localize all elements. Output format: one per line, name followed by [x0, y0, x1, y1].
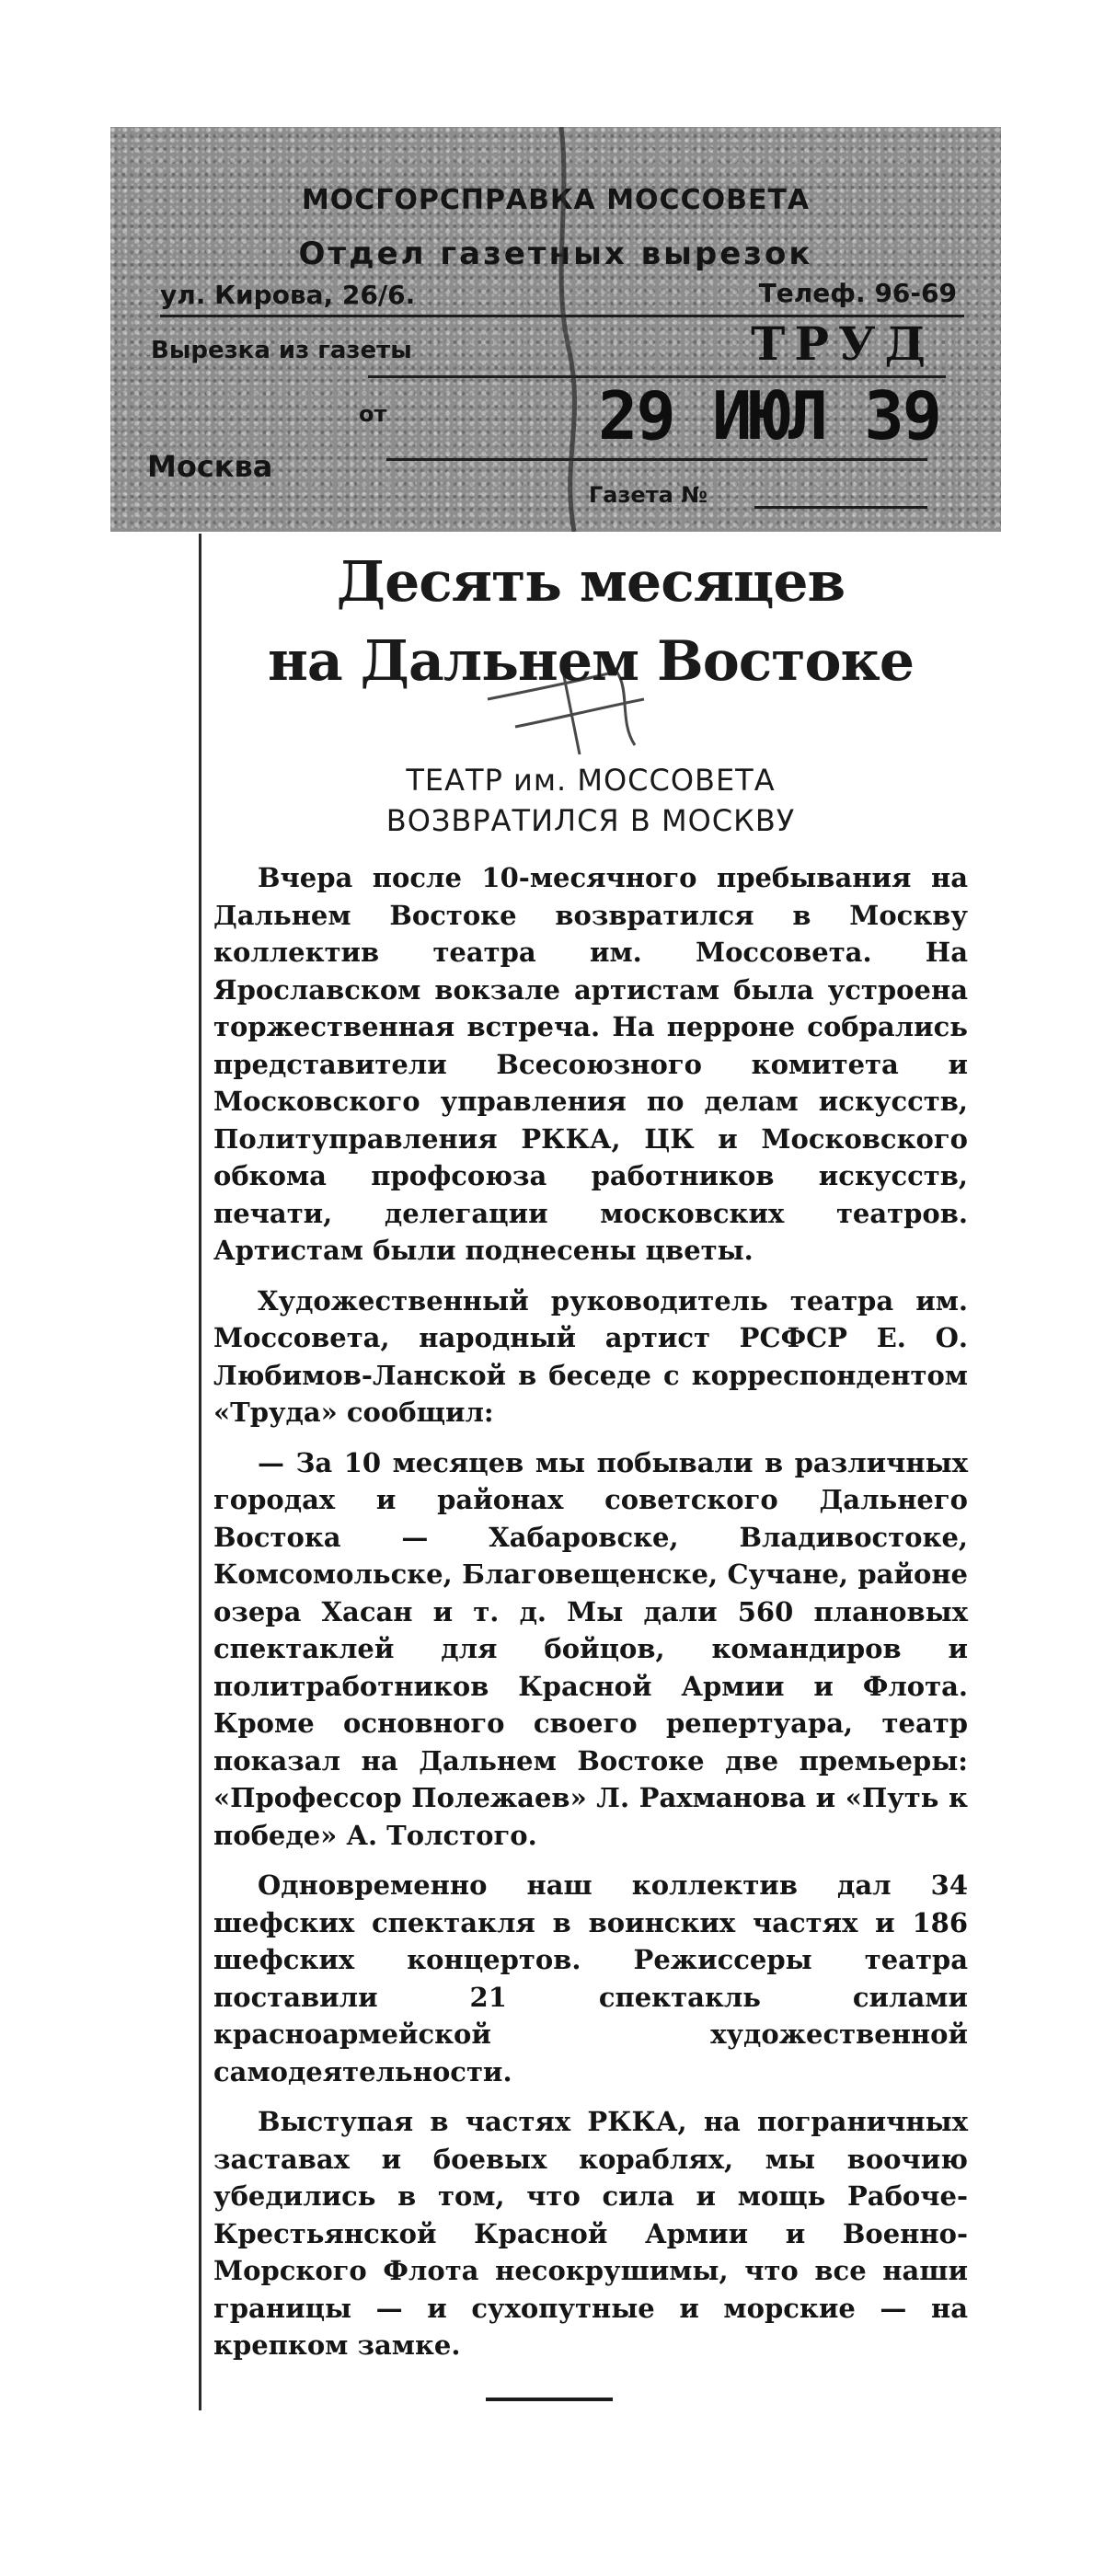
clipping-bureau-stamp [110, 127, 1001, 532]
article-end-rule [486, 2398, 613, 2401]
clipping-edge-line [199, 534, 201, 2410]
newspaper-name: ТРУД [751, 316, 935, 371]
department-name: Отдел газетных вырезок [298, 236, 813, 272]
article-paragraph: Выступая в частях РККА, на пограничных заставах и боевых кораблях, мы воочию убедились в том, что сила и мощь Рабоче-Крестьянской Красной Армии и Военно-Морского Флота несокрушимы, что все наши границы — и сухопутные и морские — на крепком замке. [213, 2106, 968, 2361]
subhead-line-2: ВОЗВРАТИЛСЯ В МОСКВУ [385, 803, 796, 838]
article-paragraph: — За 10 месяцев мы побывали в различных городах и районах советского Дальнего Востока — Хабаровске, Владивостоке, Комсомольске, Благовещенске, Сучане, районе озера Хасан и т. д. Мы дали 560 плановых спектаклей для бойцов, командиров и политработников Красной Армии и Флота. Кроме основного своего репертуара, театр показал на Дальнем Востоке две премьеры: «Профессор Полежаев» Л. Рахманова и «Путь к победе» А. Толстого. [213, 1446, 968, 1851]
bureau-phone: Телеф. 96-69 [758, 278, 957, 308]
subhead-line-1: ТЕАТР им. МОССОВЕТА [406, 763, 776, 798]
article-paragraph: Одновременно наш коллектив дал 34 шефских спектакля в воинских частях и 186 шефских концертов. Режиссеры театра поставили 21 спектакль силами красноармейской художественной самодеятельности. [213, 1869, 968, 2087]
issue-number-label: Газета № [589, 482, 708, 508]
article-headline [213, 543, 968, 701]
city-label: Москва [147, 449, 273, 484]
article-paragraph: Вчера после 10-месячного пребывания на Дальнем Востоке возвратился в Москву коллектив театра им. Моссовета. На Ярославском вокзале артистам была устроена торжественная встреча. На перроне собрались представители Всесоюзного комитета и Московского управления по делам искусств, Политуправления РККА, ЦК и Московского обкома профсоюза работников искусств, печати, делегации московских театров. Артистам были поднесены цветы. [213, 862, 968, 1266]
stamp-rule [386, 458, 927, 461]
pencil-mark-icon [543, 127, 598, 532]
cut-from-label: Вырезка из газеты [151, 337, 412, 364]
article [213, 543, 968, 2377]
bureau-address: ул. Кирова, 26/6. [160, 280, 416, 310]
article-subhead [213, 760, 968, 841]
article-paragraph: Художественный руководитель театра им. Моссовета, народный артист РСФСР Е. О. Любимов-Ланской в беседе с корреспондентом «Труда» сообщил: [213, 1284, 968, 1428]
bureau-name: МОСГОРСПРАВКА МОССОВЕТА [301, 184, 811, 216]
clipping-date: 29 ИЮЛ 39 [598, 377, 941, 454]
stamp-rule [754, 506, 927, 509]
date-from-label: от [359, 401, 387, 427]
headline-line-2: на Дальнем Востоке [268, 629, 914, 694]
headline-line-1: Десять месяцев [336, 550, 846, 615]
